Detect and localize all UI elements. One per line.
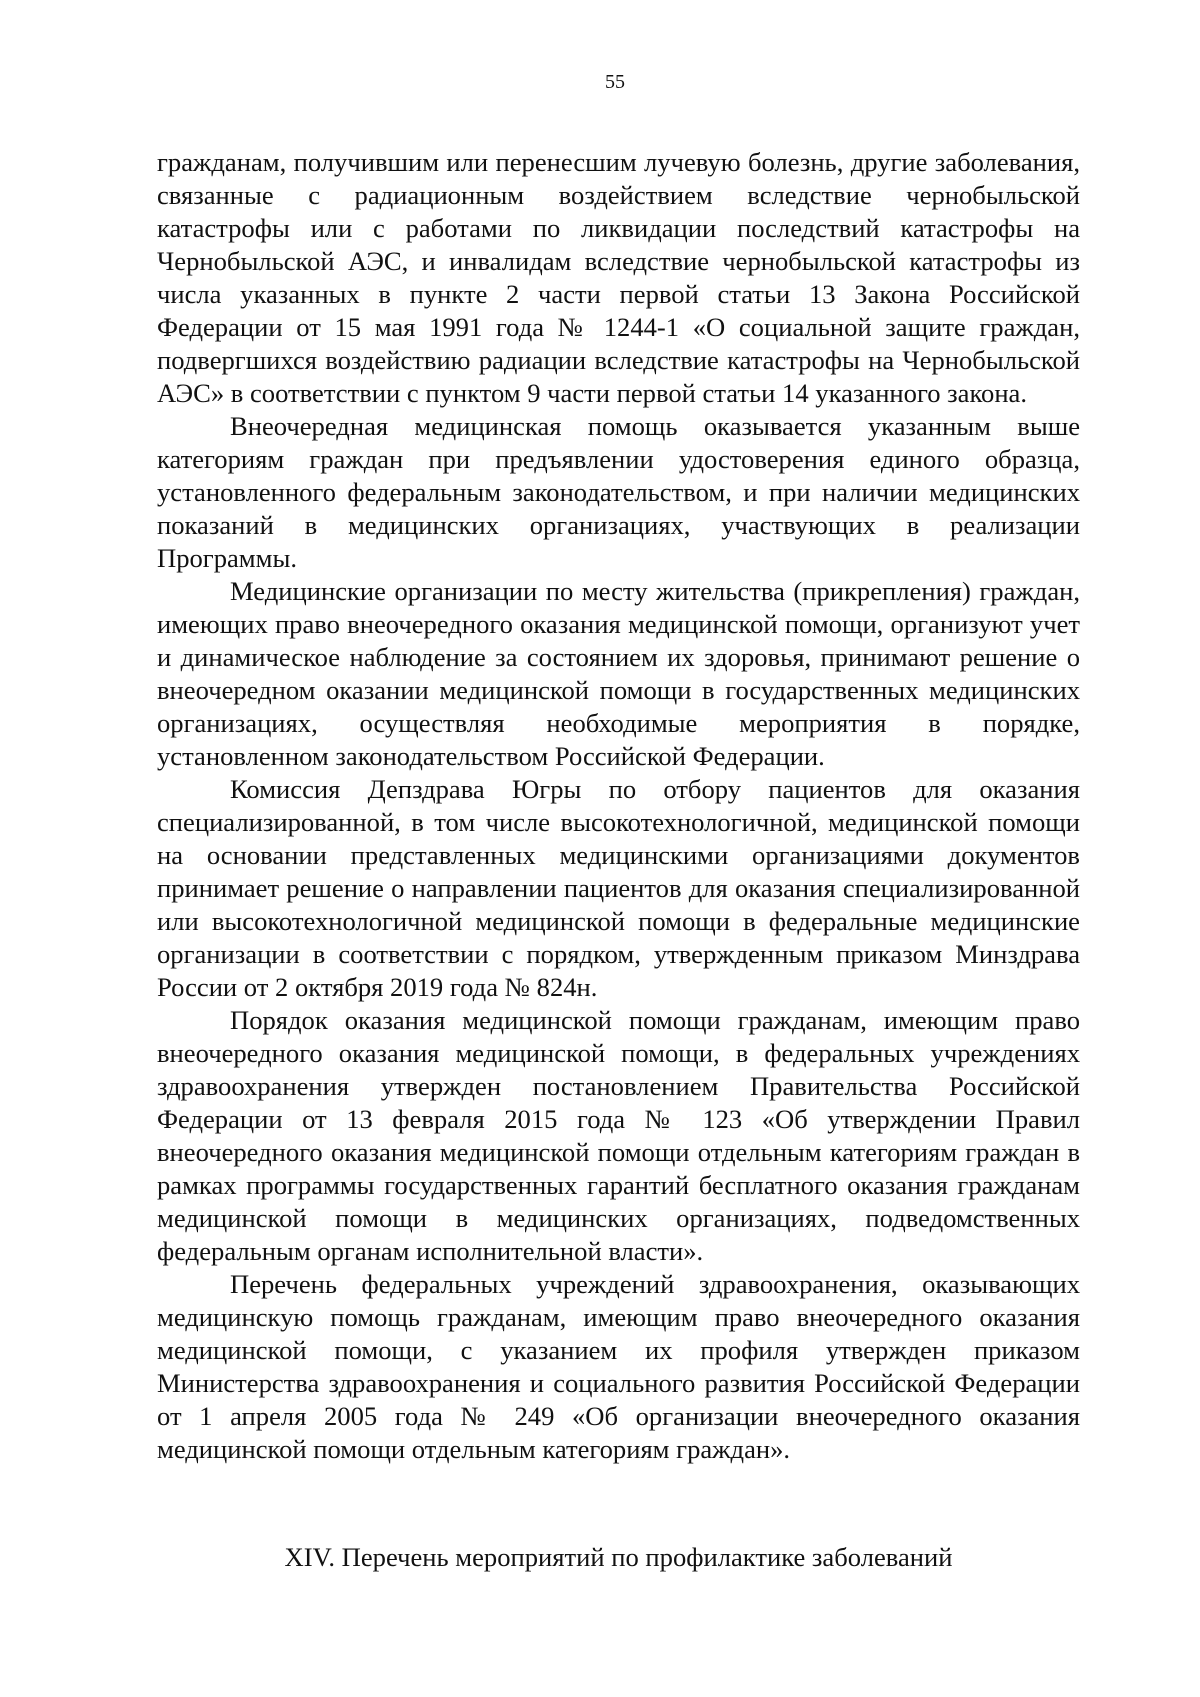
paragraph-continuation: гражданам, получившим или перенесшим лучевую болезнь, другие заболевания, связанные с радиационным воздействием вследствие чернобыльской катастрофы или с работами по ликвидации последствий катастрофы на Чернобыльской АЭС, и инвалидам вследствие чернобыльской катастрофы из числа указанных в пункте 2 части первой статьи 13 Закона Российской Федерации от 15 мая 1991 года № 1244-1 «О социальной защите граждан, подвергшихся воздействию радиации вследствие катастрофы на Чернобыльской АЭС» в соответствии с пунктом 9 части первой статьи 14 указанного закона. bbox=[157, 147, 1080, 408]
document-body bbox=[157, 146, 1080, 1466]
section-heading: XIV. Перечень мероприятий по профилактике заболеваний bbox=[284, 1542, 953, 1572]
page-number: 55 bbox=[605, 71, 625, 93]
paragraph-commission: Комиссия Депздрава Югры по отбору пациентов для оказания специализированной, в том числе высокотехнологичной, медицинской помощи на основании представленных медицинскими организациями документов принимает решение о направлении пациентов для оказания специализированной или высокотехнологичной медицинской помощи в федеральные медицинские организации в соответствии с порядком, утвержденным приказом Минздрава России от 2 октября 2019 года № 824н. bbox=[157, 774, 1080, 1002]
paragraph-federal-institutions-list: Перечень федеральных учреждений здравоохранения, оказывающих медицинскую помощь гражданам, имеющим право внеочередного оказания медицинской помощи, с указанием их профиля утвержден приказом Министерства здравоохранения и социального развития Российской Федерации от 1 апреля 2005 года № 249 «Об организации внеочередного оказания медицинской помощи отдельным категориям граждан». bbox=[157, 1269, 1080, 1464]
paragraph-priority-care: Внеочередная медицинская помощь оказывается указанным выше категориям граждан при предъявлении удостоверения единого образца, установленного федеральным законодательством, и при наличии медицинских показаний в медицинских организациях, участвующих в реализации Программы. bbox=[157, 411, 1080, 573]
paragraph-procedure: Порядок оказания медицинской помощи гражданам, имеющим право внеочередного оказания медицинской помощи, в федеральных учреждениях здравоохранения утвержден постановлением Правительства Российской Федерации от 13 февраля 2015 года № 123 «Об утверждении Правил внеочередного оказания медицинской помощи отдельным категориям граждан в рамках программы государственных гарантий бесплатного оказания гражданам медицинской помощи в медицинских организациях, подведомственных федеральным органам исполнительной власти». bbox=[157, 1005, 1080, 1266]
paragraph-medical-organizations: Медицинские организации по месту жительства (прикрепления) граждан, имеющих право внеочередного оказания медицинской помощи, организуют учет и динамическое наблюдение за состоянием их здоровья, принимают решение о внеочередном оказании медицинской помощи в государственных медицинских организациях, осуществляя необходимые мероприятия в порядке, установленном законодательством Российской Федерации. bbox=[157, 576, 1080, 771]
